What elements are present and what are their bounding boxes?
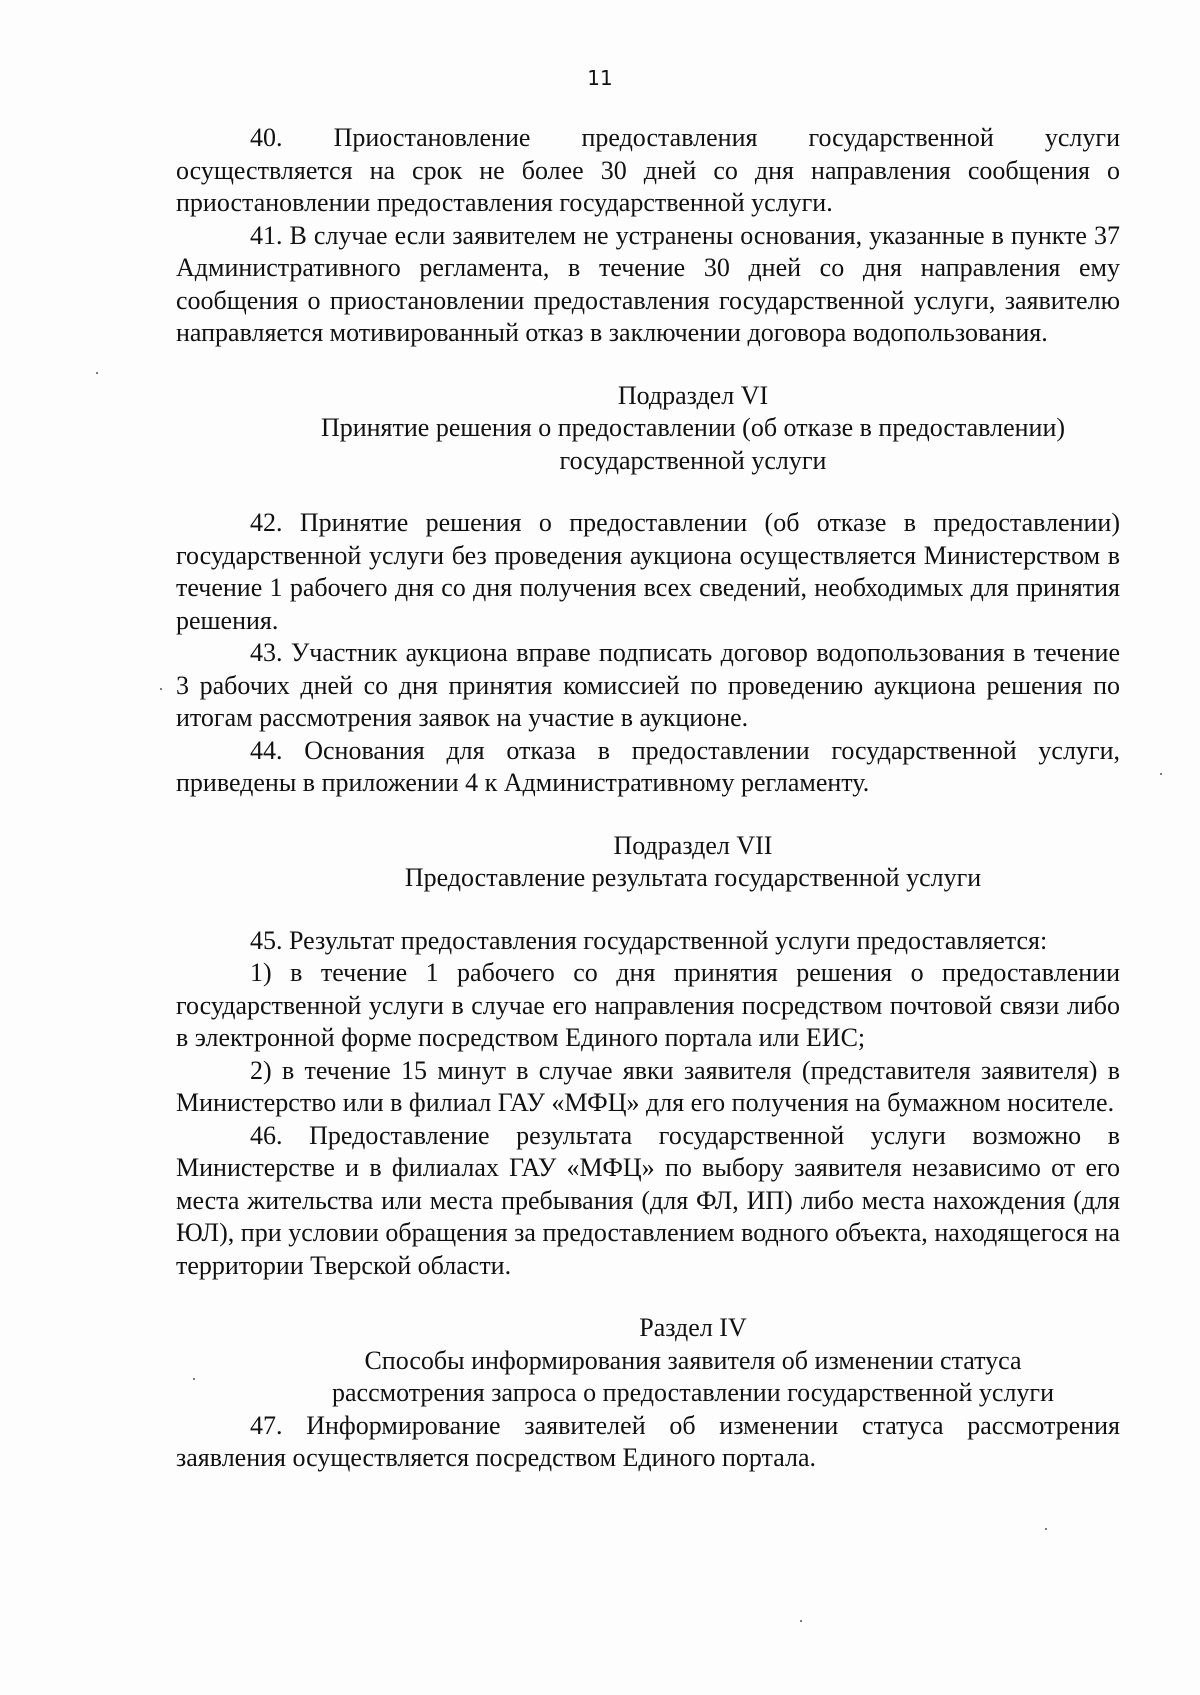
section-4-title-line1: Способы информирования заявителя об изменении статуса bbox=[364, 1345, 1022, 1375]
paragraph-42: 42. Принятие решения о предоставлении (об отказе в предоставлении) государственной услуги без проведения аукциона осуществляется Министерством в течение 1 рабочего дня со дня получения всех сведений, необходимых для принятия решения. bbox=[176, 508, 1120, 635]
paragraph-47: 47. Информирование заявителей об изменении статуса рассмотрения заявления осуществляется посредством Единого портала. bbox=[176, 1410, 1120, 1472]
scan-speck bbox=[1160, 773, 1162, 775]
document-body bbox=[176, 122, 1120, 1475]
section-4-label: Раздел IV bbox=[639, 1313, 747, 1342]
subsection-6-title-line2: государственной услуги bbox=[559, 445, 827, 475]
scan-speck bbox=[1045, 1528, 1047, 1530]
scan-speck bbox=[160, 688, 162, 690]
scan-speck bbox=[96, 372, 98, 374]
page-number: 11 bbox=[587, 66, 613, 90]
paragraph-45-item-2: 2) в течение 15 минут в случае явки заявителя (представителя заявителя) в Министерство или в филиал ГАУ «МФЦ» для его получения на бумажном носителе. bbox=[176, 1055, 1120, 1117]
subsection-7-title: Предоставление результата государственной услуги bbox=[404, 863, 982, 892]
paragraph-45: 45. Результат предоставления государственной услуги предоставляется: bbox=[250, 925, 1048, 955]
paragraph-44: 44. Основания для отказа в предоставлении государственной услуги, приведены в приложении 4 к Административному регламенту. bbox=[176, 735, 1120, 797]
paragraph-45-item-1: 1) в течение 1 рабочего со дня принятия решения о предоставлении государственной услуги в случае его направления посредством почтовой связи либо в электронной форме посредством Единого портала или ЕИС; bbox=[176, 958, 1120, 1052]
paragraph-40: 40. Приостановление предоставления государственной услуги осуществляется на срок не более 30 дней со дня направления сообщения о приостановлении предоставления государственной услуги. bbox=[176, 123, 1120, 217]
paragraph-43: 43. Участник аукциона вправе подписать договор водопользования в течение 3 рабочих дней со дня принятия комиссией по проведению аукциона решения по итогам рассмотрения заявок на участие в аукционе. bbox=[176, 638, 1120, 732]
paragraph-41: 41. В случае если заявителем не устранены основания, указанные в пункте 37 Административного регламента, в течение 30 дней со дня направления ему сообщения о приостановлении предоставления государственной услуги, заявителю направляется мотивированный отказ в заключении договора водопользования. bbox=[176, 220, 1120, 347]
paragraph-46: 46. Предоставление результата государственной услуги возможно в Министерстве и в филиалах ГАУ «МФЦ» по выбору заявителя независимо от его места жительства или места пребывания (для ФЛ, ИП) либо места нахождения (для ЮЛ), при условии обращения за предоставлением водного объекта, находящегося на территории Тверской области. bbox=[176, 1120, 1120, 1280]
scan-speck bbox=[193, 1378, 195, 1380]
subsection-7-label: Подраздел VII bbox=[613, 830, 773, 860]
subsection-6-title-line1: Принятие решения о предоставлении (об отказе в предоставлении) bbox=[320, 413, 1066, 442]
scan-speck bbox=[800, 1620, 802, 1622]
subsection-6-label: Подраздел VI bbox=[617, 380, 769, 410]
section-4-title-line2: рассмотрения запроса о предоставлении государственной услуги bbox=[332, 1378, 1054, 1407]
